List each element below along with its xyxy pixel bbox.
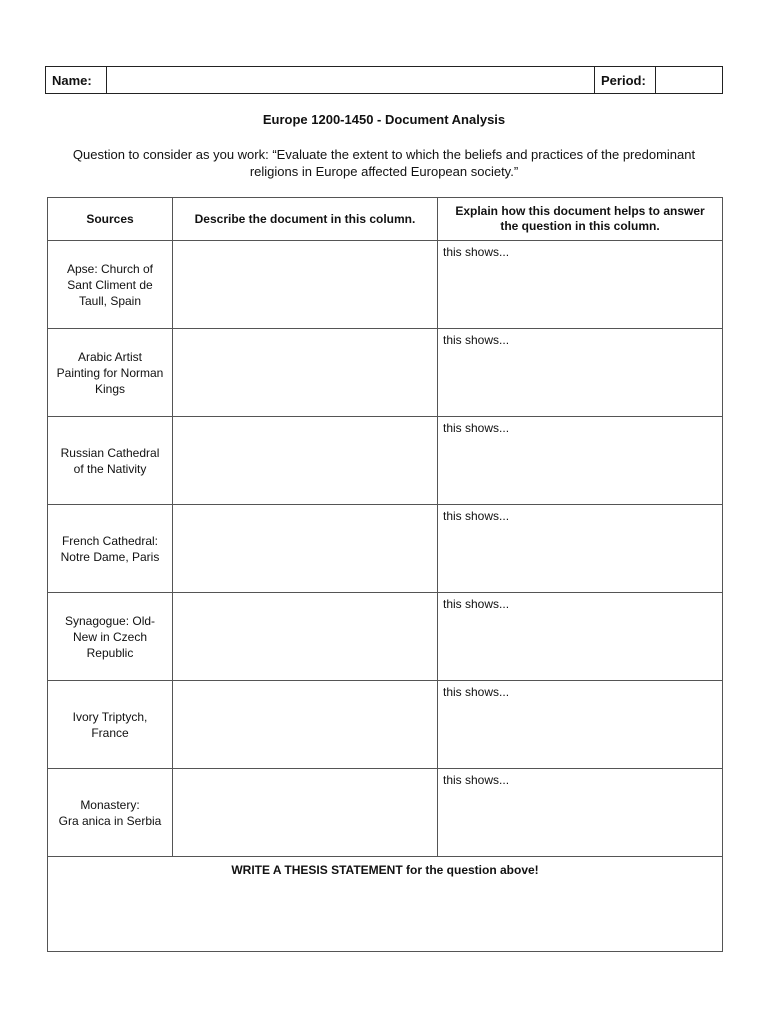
source-cell <box>48 505 173 593</box>
period-label: Period: <box>595 67 656 94</box>
table-row <box>48 241 723 329</box>
description-cell[interactable] <box>173 329 438 417</box>
explanation-cell[interactable]: this shows... <box>438 681 723 769</box>
question-line-1: Question to consider as you work: “Evaluate the extent to which the beliefs and practices of the predominant <box>72 147 696 162</box>
period-field[interactable] <box>656 67 723 94</box>
table-row <box>48 505 723 593</box>
source-cell <box>48 417 173 505</box>
source-name-line: New in Czech <box>72 629 148 644</box>
source-name-line: Gra anica in Serbia <box>58 813 162 828</box>
explanation-cell[interactable]: this shows... <box>438 593 723 681</box>
table-row <box>48 417 723 505</box>
source-name-line: Arabic Artist <box>77 349 143 364</box>
explanation-cell[interactable]: this shows... <box>438 769 723 857</box>
source-name-line: Taull, Spain <box>78 293 142 308</box>
source-cell <box>48 593 173 681</box>
table-row <box>48 329 723 417</box>
source-name-line: Sant Climent de <box>67 277 153 292</box>
question-line-2: religions in Europe affected European society.” <box>249 164 519 179</box>
column-header-explain: Explain how this document helps to answer the question in this column. <box>438 198 723 241</box>
source-name-line: of the Nativity <box>73 461 147 476</box>
document-title: Europe 1200-1450 - Document Analysis <box>262 112 506 127</box>
source-name-line: Painting for Norman <box>56 365 164 380</box>
description-cell[interactable] <box>173 593 438 681</box>
explanation-cell[interactable]: this shows... <box>438 417 723 505</box>
source-cell <box>48 769 173 857</box>
name-field[interactable] <box>107 67 595 94</box>
guiding-question <box>50 146 718 180</box>
column-header-sources: Sources <box>48 198 173 241</box>
source-cell <box>48 329 173 417</box>
table-header-row <box>48 198 723 241</box>
name-label: Name: <box>46 67 107 94</box>
source-name-line: France <box>91 725 129 740</box>
thesis-cell[interactable] <box>48 857 723 952</box>
column-header-describe: Describe the document in this column. <box>173 198 438 241</box>
description-cell[interactable] <box>173 241 438 329</box>
explanation-cell[interactable]: this shows... <box>438 329 723 417</box>
student-info-header <box>45 66 723 94</box>
description-cell[interactable] <box>173 681 438 769</box>
table-row <box>48 593 723 681</box>
source-name-line: Kings <box>94 381 126 396</box>
source-name-line: French Cathedral: <box>61 533 159 548</box>
document-analysis-table <box>47 197 723 952</box>
explanation-cell[interactable]: this shows... <box>438 241 723 329</box>
description-cell[interactable] <box>173 505 438 593</box>
source-name-line: Apse: Church of <box>66 261 154 276</box>
source-name-line: Monastery: <box>80 797 140 812</box>
table-row <box>48 769 723 857</box>
source-name-line: Russian Cathedral <box>60 445 160 460</box>
source-name-line: Synagogue: Old- <box>64 613 156 628</box>
description-cell[interactable] <box>173 769 438 857</box>
source-name-line: Republic <box>86 645 134 660</box>
table-row <box>48 681 723 769</box>
source-cell <box>48 681 173 769</box>
description-cell[interactable] <box>173 417 438 505</box>
thesis-prompt: WRITE A THESIS STATEMENT for the question above! <box>231 863 539 877</box>
source-cell <box>48 241 173 329</box>
explanation-cell[interactable]: this shows... <box>438 505 723 593</box>
source-name-line: Notre Dame, Paris <box>60 549 160 564</box>
source-name-line: Ivory Triptych, <box>72 709 148 724</box>
thesis-row <box>48 857 723 952</box>
